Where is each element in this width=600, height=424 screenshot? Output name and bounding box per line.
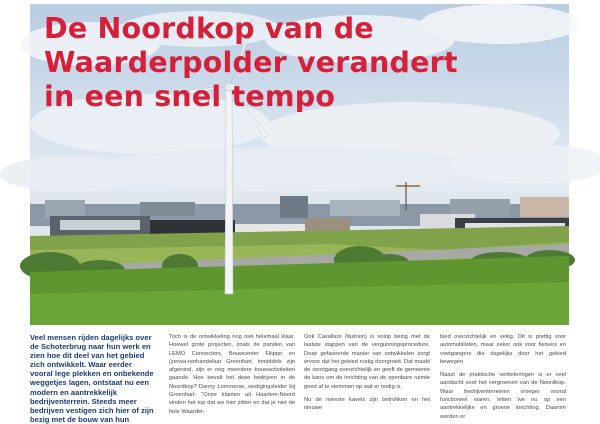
column-3 xyxy=(304,333,430,412)
body-paragraph: Ook Cavallaro (fashion) is volop bezig met de laatste stappen van de vergunningsprocedure. Deze gefaseerde manier van ontwikkelen zorgt ervoor dat het gebied rustig doorgroeit. Dat maakt de voortgang overzichtelijk en geeft de gemeente de kans om de inrichting van de openbare ruimte goed af te stemmen op wat er nodig is. xyxy=(304,334,430,390)
title-line-2: Waarderpolder verandert xyxy=(44,46,458,79)
column-4 xyxy=(440,333,566,420)
title-line-3: in een snel tempo xyxy=(44,80,336,113)
body-paragraph: Toch is de ontwikkeling nog niet helemaal klaar. Hoewel grote projecten, zoals de panden van LEMO Connectors, Bouwcenter Filippo en (zerwa-renhandelaar Groenhart, inmiddels zijn afgerond, zijn er nog meerdere bouwactiviteiten gaande. Hoe bevalt het deze bedrijven in de Noordkop? Danny Lommerse, vestigingsleider bij Groenhart: "Onze klanten uit Haarlem-Noord vinden het top dat we hier zitten en dat je niet de hele Waarder- xyxy=(169,334,295,415)
page-title xyxy=(44,12,564,114)
hero-photo xyxy=(30,4,569,325)
title-line-1: De Noordkop van de xyxy=(44,12,374,45)
body-paragraph: Naast de praktische verbeteringen is er veel aandacht voor het vergroenen van de Noordkop. Waar bedrijventerreinen vroeger vooral functioneel waren, letten we nu op een aantrekkelijke en groene inrichting. Daarom worden er xyxy=(440,372,566,420)
column-2 xyxy=(169,333,295,415)
body-paragraph: bied overzichtelijk en veilig. Dit is prettig voor automobilisten, maar zeker ook voor fietsers en voetgangers die dagelijks door het gebied bewegen. xyxy=(440,334,566,365)
article-columns xyxy=(30,333,575,424)
body-paragraph: Nu de meeste kavels zijn betrokken en het nieuwe xyxy=(304,397,430,412)
lead-paragraph: Veel mensen rijden dagelijks over de Schoterbrug naar hun werk en zien hoe dit deel van het gebied zich ontwikkelt. Waar eerder vooral lege plekken en onbekende weggetjes lagen, ontstaat nu een modern en aantrekkelijk bedrijventerrein. Steeds meer bedrijven vestigen zich hier of zijn bezig met de bouw van hun xyxy=(30,333,154,424)
column-1 xyxy=(30,333,156,424)
